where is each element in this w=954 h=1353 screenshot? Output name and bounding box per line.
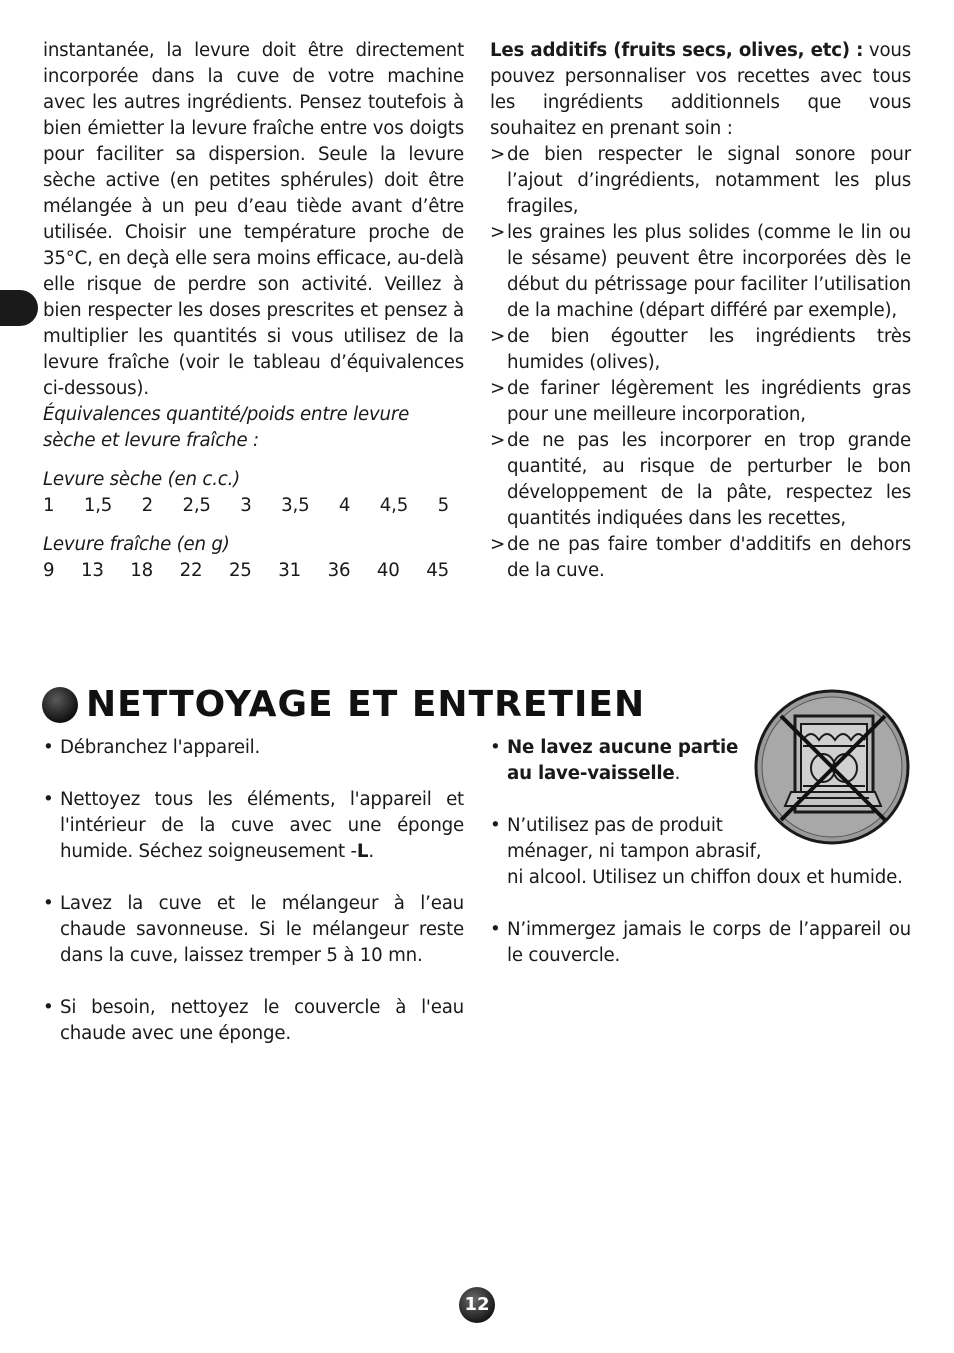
list-item-text: les graines les plus solides (comme le lin ou le sésame) peuvent être incorporées dès le début du pétrissage pour faciliter l’utilisation de la machine (départ différé par exemple), — [507, 222, 911, 321]
dry-value: 4,5 — [379, 495, 409, 516]
dry-value: 4 — [338, 495, 351, 516]
list-marker: > — [490, 326, 506, 347]
list-item — [43, 787, 464, 865]
list-item-text: Ne lavez aucune partie — [507, 737, 739, 758]
dry-value: 3 — [240, 495, 252, 516]
list-item — [490, 324, 911, 376]
dry-value: 1 — [43, 495, 55, 516]
list-item — [490, 428, 911, 532]
fresh-value: 22 — [179, 560, 203, 581]
additives-text: vous pouvez personnaliser vos recettes avec tous les ingrédients additionnels que vous souhaitez en prenant soin : — [490, 40, 911, 139]
fresh-yeast-label: Levure fraîche (en g) — [43, 534, 230, 555]
fresh-value: 25 — [228, 560, 252, 581]
left-column — [43, 38, 464, 584]
additives-heading: Les additifs (fruits secs, olives, etc) : — [490, 40, 864, 61]
list-item-text: au lave-vaisselle — [507, 763, 675, 784]
cleaning-left-column — [43, 735, 464, 1047]
no-dishwasher-icon — [753, 688, 911, 846]
list-item — [43, 891, 464, 969]
dry-value: 5 — [437, 495, 449, 516]
list-item-text: de bien respecter le signal sonore pour l’ajout d’ingrédients, notamment les plus fragiles, — [507, 144, 911, 217]
list-marker: > — [490, 378, 506, 399]
list-item — [490, 917, 911, 969]
list-item-text: ni alcool. Utilisez un chiffon doux et humide. — [507, 867, 903, 888]
list-item — [490, 220, 911, 324]
page-number: 12 — [459, 1287, 495, 1323]
list-item — [490, 376, 911, 428]
list-item-text: Nettoyez tous les éléments, l'appareil et l'intérieur de la cuve avec une éponge humide. Séchez soigneusement - — [60, 789, 464, 862]
fresh-value: 18 — [130, 560, 154, 581]
list-item-text: N’immergez jamais le corps de l’appareil ou le couvercle. — [507, 919, 911, 966]
dry-value: 1,5 — [83, 495, 113, 516]
dry-value: 2 — [141, 495, 154, 516]
bullet: • — [43, 737, 54, 758]
section-heading — [42, 685, 645, 725]
list-item-text: de bien égoutter les ingrédients très humides (olives), — [507, 326, 911, 373]
list-item — [43, 735, 464, 761]
list-item-text: Si besoin, nettoyez le couvercle à l'eau chaude avec une éponge. — [60, 997, 464, 1044]
list-item — [490, 142, 911, 220]
fresh-value: 13 — [80, 560, 104, 581]
yeast-paragraph: instantanée, la levure doit être directement incorporée dans la cuve de votre machine avec les autres ingrédients. Pensez toutefois à bien émietter la levure fraîche entre vos doigts pour faciliter sa dispersion. Seule la levure sèche active (en petites sphérules) doit être mélangée à un peu d’eau tiède avant d’être utilisée. Choisir une température proche de 35°C, en deçà elle sera moins efficace, au-delà elle risque de perdre son activité. Veillez à bien respecter les doses prescrites et pensez à multiplier les quantités si vous utilisez de la levure fraîche (voir le tableau d’équivalences ci-dessous). — [43, 40, 464, 399]
section-title: NETTOYAGE ET ENTRETIEN — [86, 684, 646, 725]
fresh-value: 9 — [43, 560, 55, 581]
fresh-value: 45 — [426, 560, 449, 581]
heading-bullet-icon — [42, 687, 78, 723]
additives-intro — [490, 38, 911, 142]
list-item-text: N’utilisez pas de produit — [507, 815, 723, 836]
list-item-end: . — [368, 841, 374, 862]
list-marker: > — [490, 222, 506, 243]
equivalence-title: Équivalences quantité/poids entre levure sèche et levure fraîche : — [43, 404, 410, 451]
list-marker: > — [490, 430, 506, 451]
dry-value: 3,5 — [281, 495, 310, 516]
dry-yeast-values — [43, 493, 449, 519]
list-item-text: de ne pas les incorporer en trop grande quantité, au risque de perturber le bon développement de la pâte, respectez les quantités indiquées dans les recettes, — [507, 430, 911, 529]
list-item-text: de fariner légèrement les ingrédients gras pour une meilleure incorporation, — [507, 378, 911, 425]
fresh-value: 40 — [376, 560, 400, 581]
section-tab-marker — [0, 290, 38, 326]
part-letter: L — [356, 841, 369, 862]
list-item-text: Lavez la cuve et le mélangeur à l’eau chaude savonneuse. Si le mélangeur reste dans la cuve, laissez tremper 5 à 10 mn. — [60, 893, 464, 966]
list-item-text: de ne pas faire tomber d'additifs en dehors de la cuve. — [507, 534, 911, 581]
list-item-text: ménager, ni tampon abrasif, — [507, 841, 762, 862]
list-item-text: Débranchez l'appareil. — [60, 737, 261, 758]
right-column — [490, 38, 911, 584]
list-item — [490, 532, 911, 584]
bullet: • — [490, 919, 501, 940]
bullet: • — [43, 893, 54, 914]
dry-yeast-label: Levure sèche (en c.c.) — [43, 469, 241, 490]
list-item-end: . — [674, 763, 681, 784]
list-marker: > — [490, 534, 506, 555]
bullet: • — [490, 737, 501, 758]
bullet: • — [490, 815, 501, 836]
fresh-yeast-values — [43, 558, 449, 584]
fresh-value: 36 — [327, 560, 351, 581]
bullet: • — [43, 997, 54, 1018]
list-item — [43, 995, 464, 1047]
fresh-value: 31 — [278, 560, 302, 581]
dry-value: 2,5 — [182, 495, 211, 516]
bullet: • — [43, 789, 54, 810]
list-marker: > — [490, 144, 506, 165]
